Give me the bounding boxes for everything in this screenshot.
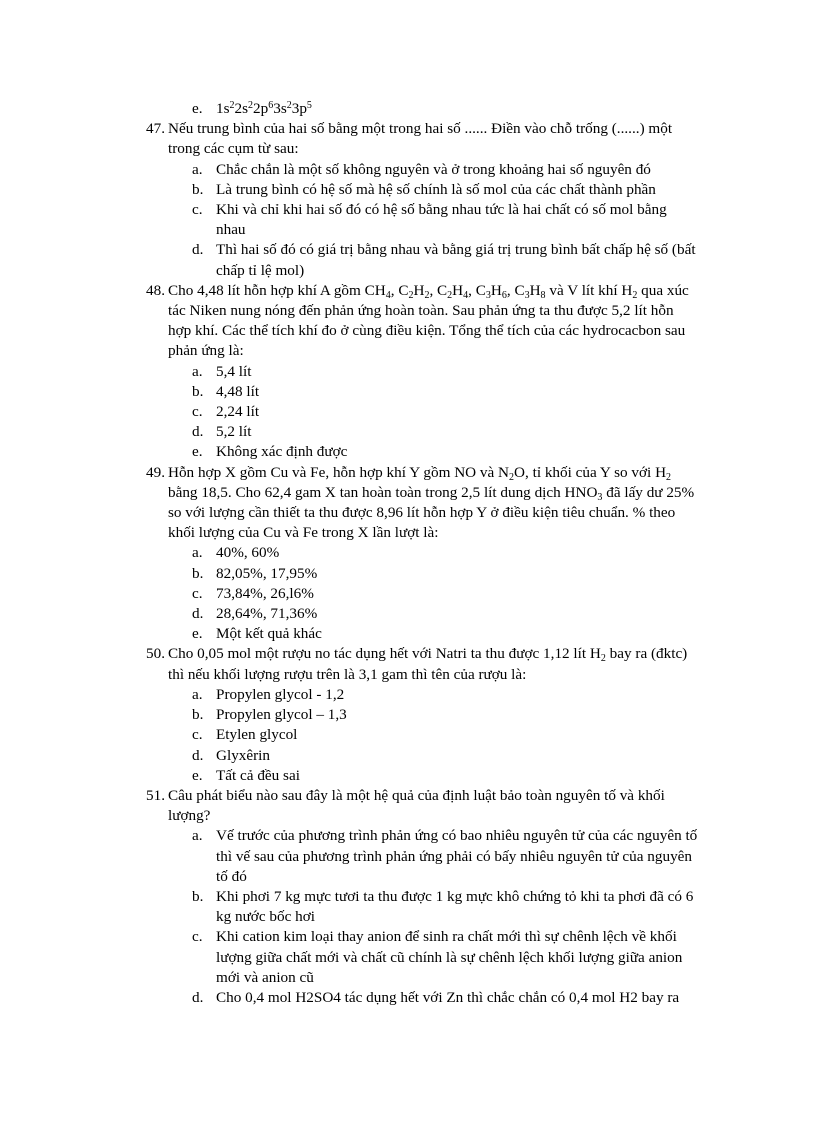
option-text: Cho 0,4 mol H2SO4 tác dụng hết với Zn thì chắc chắn có 0,4 mol H2 bay ra [216, 988, 680, 1006]
option-text: 5,4 lít [216, 362, 252, 380]
question-49 [0, 463, 698, 544]
q50-option-a [0, 685, 698, 705]
option-letter: c. [192, 403, 203, 421]
q50-option-d [0, 746, 698, 766]
option-text: Thì hai số đó có giá trị bằng nhau và bằng giá trị trung bình bất chấp hệ số (bất chấp tỉ lệ mol) [216, 241, 696, 279]
question-stem: Cho 0,05 mol một rượu no tác dụng hết với Natri ta thu được 1,12 lít $H_2$ bay ra (đktc) thì nếu khối lượng rượu trên là 3,1 gam thì tên của rượu là: [168, 645, 688, 683]
option-letter: e. [192, 766, 203, 784]
q46-option-e [0, 99, 698, 119]
question-number: 50. [146, 645, 165, 663]
document-page [0, 99, 816, 1008]
question-number: 49. [146, 463, 165, 481]
option-text: Glyxêrin [216, 746, 270, 764]
q51-option-a [0, 826, 698, 887]
question-stem: Hỗn hợp X gồm Cu và Fe, hỗn hợp khí Y gồm NO và $N_2O$, tỉ khối của Y so với $H_2$ bằng 18,5. Cho 62,4 gam X tan hoàn toàn trong 2,5 lít dung dịch $HNO_3$ đã lấy dư 25% so với lượng cần thiết ta thu được 8,96 lít hỗn hợp Y ở điều kiện tiêu chuẩn. % theo khối lượng của Cu và Fe trong X lần lượt là: [168, 463, 695, 542]
q49-option-c [0, 584, 698, 604]
option-letter: c. [192, 201, 203, 219]
option-text: 5,2 lít [216, 423, 252, 441]
option-letter: b. [192, 180, 204, 198]
option-letter: d. [192, 241, 204, 259]
q51-option-d [0, 988, 698, 1008]
q49-option-d [0, 604, 698, 624]
electron-configuration: $1s^22s^22p^63s^23p^5$ [216, 100, 312, 117]
question-48-options [0, 362, 816, 463]
option-text: Tất cả đều sai [216, 766, 300, 784]
question-51-options [0, 826, 816, 1008]
question-number: 51. [146, 786, 165, 804]
option-letter: d. [192, 988, 204, 1006]
option-text: 73,84%, 26,l6% [216, 584, 314, 602]
q49-option-a [0, 543, 698, 563]
q49-option-b [0, 564, 698, 584]
option-text: 82,05%, 17,95% [216, 564, 318, 582]
option-letter: a. [192, 685, 203, 703]
question-50 [0, 644, 698, 684]
option-text: 40%, 60% [216, 544, 280, 562]
q47-option-d [0, 240, 698, 280]
q48-option-c [0, 402, 698, 422]
option-text: Propylen glycol - 1,2 [216, 685, 345, 703]
q49-option-e [0, 624, 698, 644]
option-letter: a. [192, 544, 203, 562]
question-stem: Nếu trung bình của hai số bằng một trong hai số ...... Điền vào chỗ trống (......) một trong các cụm từ sau: [168, 120, 673, 158]
question-51 [0, 786, 698, 826]
option-letter: c. [192, 726, 203, 744]
option-letter: b. [192, 382, 204, 400]
question-number: 47. [146, 120, 165, 138]
option-letter: a. [192, 827, 203, 845]
question-49-options [0, 543, 816, 644]
q50-option-c [0, 725, 698, 745]
question-stem: Cho 4,48 lít hỗn hợp khí A gồm $CH_4$, $C_2H_2$, $C_2H_4$, $C_3H_6$, $C_3H_8$ và V lít khí $H_2$ qua xúc tác Niken nung nóng đến phản ứng hoàn toàn. Sau phản ứng ta thu được 5,2 lít hỗn hợp khí. Các thể tích khí đo ở cùng điều kiện. Tổng thể tích của các hydrocacbon sau phản ứng là: [168, 281, 689, 360]
option-letter: b. [192, 564, 204, 582]
option-text: Một kết quả khác [216, 625, 322, 643]
question-number: 48. [146, 281, 165, 299]
option-letter: b. [192, 706, 204, 724]
q48-option-a [0, 362, 698, 382]
option-text: Là trung bình có hệ số mà hệ số chính là số mol của các chất thành phần [216, 180, 656, 198]
option-letter: c. [192, 928, 203, 946]
question-47-options [0, 160, 816, 281]
option-letter: a. [192, 362, 203, 380]
q51-option-b [0, 887, 698, 927]
option-text: Propylen glycol – 1,3 [216, 706, 347, 724]
option-text: Chắc chắn là một số không nguyên và ở trong khoảng hai số nguyên đó [216, 160, 651, 178]
option-text: Khi và chỉ khi hai số đó có hệ số bằng nhau tức là hai chất có số mol bằng nhau [216, 201, 667, 239]
option-text: 28,64%, 71,36% [216, 605, 318, 623]
question-47 [0, 119, 698, 159]
option-letter: d. [192, 605, 204, 623]
option-text: Không xác định được [216, 443, 348, 461]
option-letter: c. [192, 584, 203, 602]
option-letter: b. [192, 887, 204, 905]
q47-option-b [0, 180, 698, 200]
option-text: 2,24 lít [216, 403, 260, 421]
option-letter: a. [192, 160, 203, 178]
option-letter: d. [192, 423, 204, 441]
q48-option-d [0, 422, 698, 442]
q48-option-e [0, 442, 698, 462]
q50-option-b [0, 705, 698, 725]
question-48 [0, 281, 698, 362]
q50-option-e [0, 766, 698, 786]
q47-option-c [0, 200, 698, 240]
option-letter: e. [192, 443, 203, 461]
option-letter: d. [192, 746, 204, 764]
q51-option-c [0, 927, 698, 988]
option-text: Etylen glycol [216, 726, 298, 744]
option-text: Khi phơi 7 kg mực tươi ta thu được 1 kg mực khô chứng tỏ khi ta phơi đã có 6 kg nước bốc hơi [216, 887, 694, 926]
q48-option-b [0, 382, 698, 402]
q47-option-a [0, 160, 698, 180]
option-text: Khi cation kim loại thay anion để sinh ra chất mới thì sự chênh lệch về khối lượng giữa chất mới và chất cũ chính là sự chênh lệch khối lượng giữa anion mới và anion cũ [216, 928, 683, 986]
option-text: 4,48 lít [216, 382, 260, 400]
option-letter: e. [192, 625, 203, 643]
option-letter: e. [192, 100, 203, 117]
question-50-options [0, 685, 816, 786]
question-stem: Câu phát biểu nào sau đây là một hệ quả của định luật bảo toàn nguyên tố và khối lượng? [168, 786, 665, 825]
option-text: Vế trước của phương trình phản ứng có bao nhiêu nguyên tử của các nguyên tố thì vế sau của phương trình phản ứng phải có bấy nhiêu nguyên tử của nguyên tố đó [216, 827, 698, 885]
